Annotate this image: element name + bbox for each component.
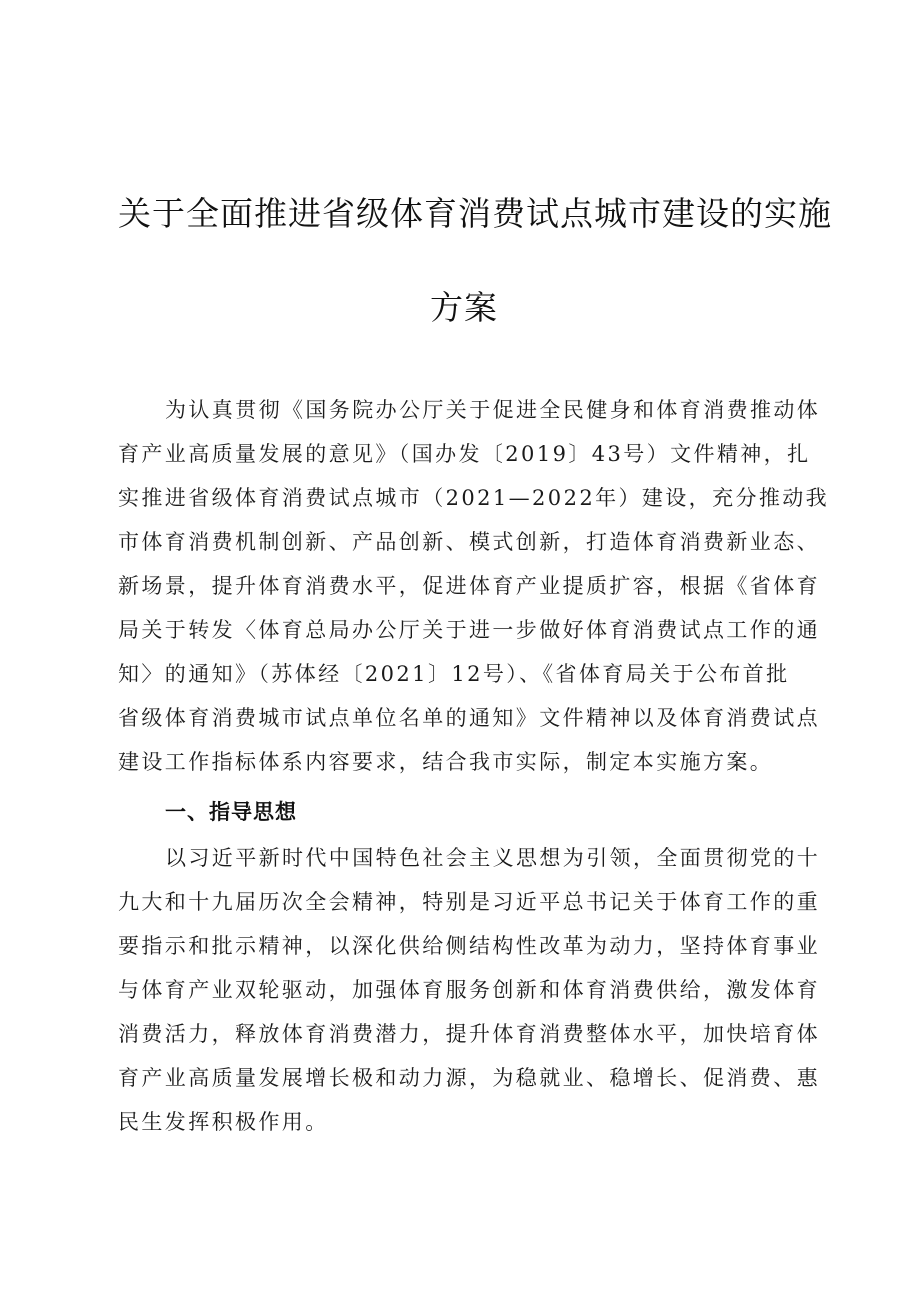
intro-line-3: 实推进省级体育消费试点城市（2021—2022年）建设，充分推动我 <box>118 486 830 510</box>
intro-line-2: 育产业高质量发展的意见》（国办发〔2019〕43号）文件精神，扎 <box>118 442 811 466</box>
section1-line-1: 以习近平新时代中国特色社会主义思想为引领，全面贯彻党的十 <box>165 846 821 870</box>
document-title-line-1: 关于全面推进省级体育消费试点城市建设的实施 <box>118 194 832 233</box>
section1-line-4: 与体育产业双轮驱动，加强体育服务创新和体育消费供给，激发体育 <box>118 978 820 1002</box>
section1-line-6: 育产业高质量发展增长极和动力源，为稳就业、稳增长、促消费、惠 <box>118 1066 820 1090</box>
section1-line-3: 要指示和批示精神，以深化供给侧结构性改革为动力，坚持体育事业 <box>118 934 820 958</box>
section1-line-2: 九大和十九届历次全会精神，特别是习近平总书记关于体育工作的重 <box>118 890 820 914</box>
document-title-line-2: 方案 <box>430 288 498 327</box>
section1-line-5: 消费活力，释放体育消费潜力，提升体育消费整体水平，加快培育体 <box>118 1022 820 1046</box>
section-heading-guiding-ideology: 一、指导思想 <box>165 800 297 824</box>
intro-line-6: 局关于转发〈体育总局办公厅关于进一步做好体育消费试点工作的通 <box>118 618 820 642</box>
intro-line-9: 建设工作指标体系内容要求，结合我市实际，制定本实施方案。 <box>118 750 774 774</box>
intro-line-7: 知〉的通知》（苏体经〔2021〕12号）、《省体育局关于公布首批 <box>118 662 790 686</box>
section1-line-7: 民生发挥积极作用。 <box>118 1110 329 1134</box>
intro-line-8: 省级体育消费城市试点单位名单的通知》文件精神以及体育消费试点 <box>118 706 820 730</box>
intro-line-1: 为认真贯彻《国务院办公厅关于促进全民健身和体育消费推动体 <box>165 398 821 422</box>
intro-line-5: 新场景，提升体育消费水平，促进体育产业提质扩容，根据《省体育 <box>118 574 820 598</box>
intro-line-4: 市体育消费机制创新、产品创新、模式创新，打造体育消费新业态、 <box>118 530 820 554</box>
